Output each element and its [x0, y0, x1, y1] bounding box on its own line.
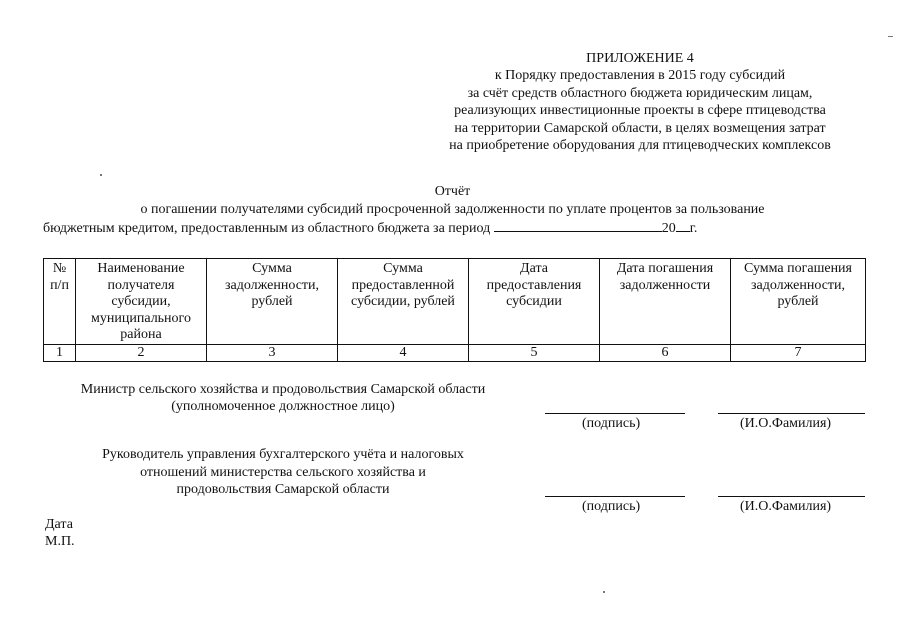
column-number: 3: [207, 345, 338, 362]
period-blank: [494, 219, 662, 232]
appendix-line: за счёт средств областного бюджета юридическим лицам,: [467, 85, 813, 101]
year-suffix: г.: [689, 221, 698, 236]
col-header-subsidy-date: Дата предоставления субсидии: [469, 259, 600, 345]
table-header-row: [44, 259, 866, 345]
column-number: 6: [600, 345, 731, 362]
col-header-repayment-sum: Сумма погашения задолженности, рублей: [731, 259, 866, 345]
year-blank: [676, 219, 690, 232]
head-signature-caption: (подпись): [582, 499, 641, 514]
report-title: Отчёт: [434, 184, 471, 199]
scan-speck: [888, 36, 893, 37]
minister-name-line: [718, 413, 865, 414]
report-subtitle: о погашении получателями субсидий просроченной задолженности по уплате процентов за пользование: [140, 202, 765, 217]
appendix-title: ПРИЛОЖЕНИЕ 4: [586, 51, 694, 66]
year-prefix: 20: [661, 221, 676, 236]
appendix-line: реализующих инвестиционные проекты в сфере птицеводства: [454, 103, 826, 119]
minister-title: Министр сельского хозяйства и продовольствия Самарской области: [80, 382, 486, 397]
column-number: 4: [338, 345, 469, 362]
head-title-line: отношений министерства сельского хозяйства и: [140, 464, 426, 480]
report-subtitle-period: [43, 219, 697, 237]
appendix-line: к Порядку предоставления в 2015 году субсидий: [494, 68, 786, 84]
scan-speck: [100, 174, 102, 176]
minister-block: [43, 381, 523, 415]
minister-subtitle: (уполномоченное должностное лицо): [171, 399, 395, 414]
head-title-line: продовольствия Самарской области: [176, 482, 390, 497]
scan-speck: [603, 591, 605, 593]
head-name-caption: (И.О.Фамилия): [740, 499, 832, 514]
col-header-repayment-date: Дата погашения задолженности: [600, 259, 731, 345]
col-header-debt-sum: Сумма задолженности, рублей: [207, 259, 338, 345]
head-name-line: [718, 496, 865, 497]
period-label: бюджетным кредитом, предоставленным из областного бюджета за период: [43, 221, 491, 236]
column-number: 2: [76, 345, 207, 362]
stamp-label: М.П.: [45, 534, 75, 549]
head-title-line: Руководитель управления бухгалтерского учёта и налоговых: [102, 447, 464, 462]
col-header-number: № п/п: [44, 259, 76, 345]
date-label: Дата: [45, 517, 73, 532]
col-header-recipient: Наименование получателя субсидии, муниципального района: [76, 259, 207, 345]
minister-signature-line: [545, 413, 685, 414]
col-header-subsidy-sum: Сумма предоставленной субсидии, рублей: [338, 259, 469, 345]
column-number: 1: [44, 345, 76, 362]
appendix-line: на территории Самарской области, в целях возмещения затрат: [454, 120, 826, 136]
column-number: 7: [731, 345, 866, 362]
minister-name-caption: (И.О.Фамилия): [740, 416, 832, 431]
head-block: [43, 446, 523, 499]
appendix-header: [400, 50, 880, 154]
column-number: 5: [469, 345, 600, 362]
minister-signature-caption: (подпись): [582, 416, 641, 431]
appendix-line: на приобретение оборудования для птицеводческих комплексов: [449, 138, 831, 154]
report-table: [43, 258, 866, 362]
head-signature-line: [545, 496, 685, 497]
table-number-row: [44, 345, 866, 362]
